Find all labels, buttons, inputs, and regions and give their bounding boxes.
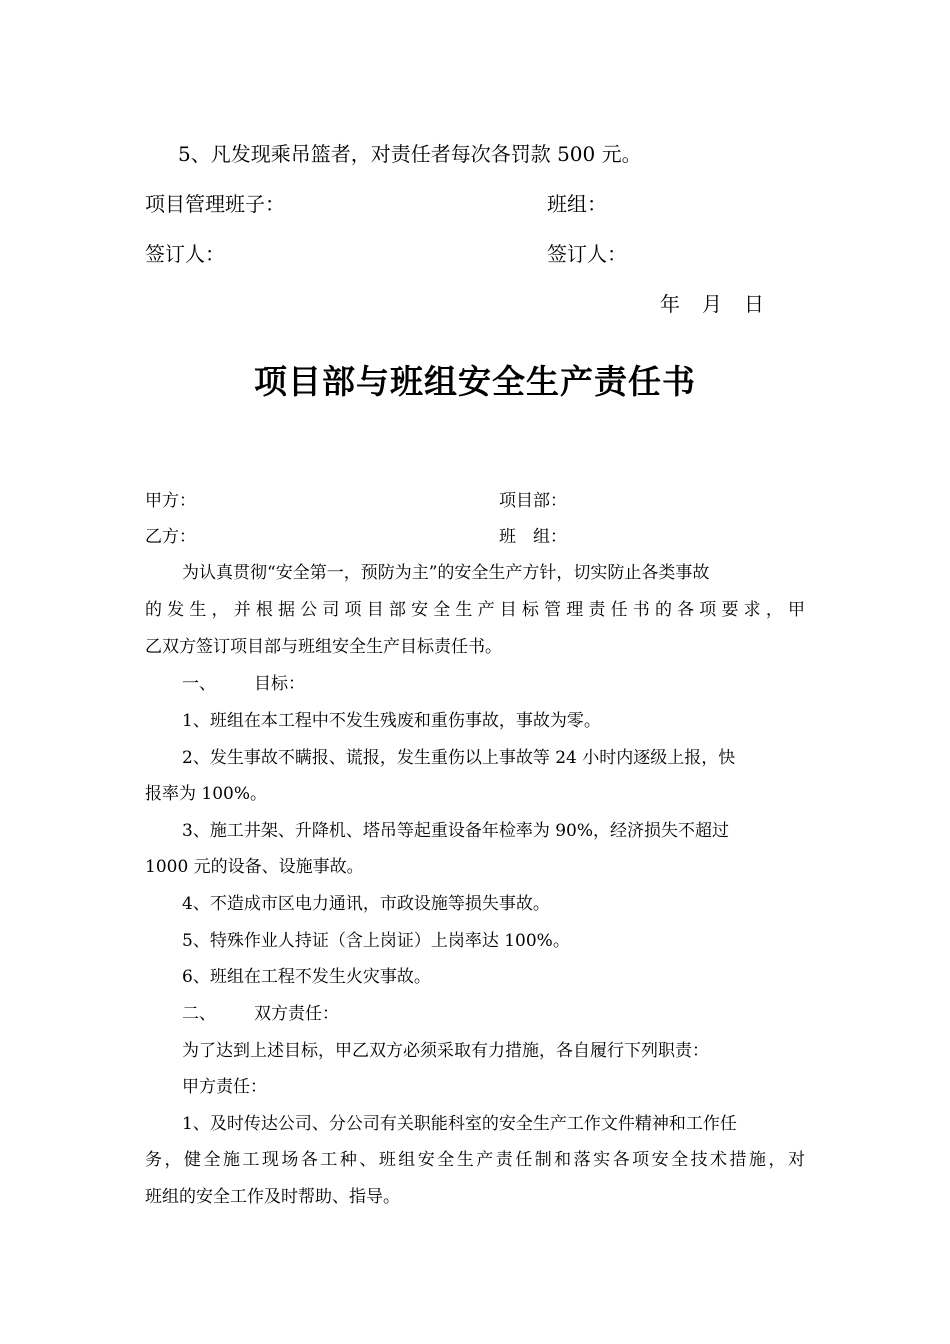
right-signer-label: 签订人： <box>547 242 627 266</box>
party-a-responsibilities-heading: 甲方责任： <box>182 1077 267 1097</box>
goal-item-3-line-2: 1000 元的设备、设施事故。 <box>145 857 364 877</box>
section-1-title: 目标： <box>254 674 305 694</box>
team-group-label: 班 组： <box>499 527 567 547</box>
date-year: 年 <box>660 292 680 316</box>
section-1-heading <box>182 669 305 694</box>
goal-item-1: 1、班组在本工程中不发生残废和重伤事故，事故为零。 <box>182 711 601 731</box>
goal-item-2-line-2: 报率为 100%。 <box>145 784 268 804</box>
section-2-number: 二、 <box>182 1004 216 1024</box>
project-dept-label: 项目部： <box>499 491 567 511</box>
date-day: 日 <box>744 292 764 316</box>
goal-item-2-line-1: 2、发生事故不瞒报、谎报，发生重伤以上事故等 24 小时内逐级上报，快 <box>182 748 736 768</box>
goal-item-4: 4、不造成市区电力通讯，市政设施等损失事故。 <box>182 894 550 914</box>
top-item-5: 5、凡发现乘吊篮者，对责任者每次各罚款 500 元。 <box>178 142 642 166</box>
goal-item-6: 6、班组在工程不发生火灾事故。 <box>182 967 431 987</box>
goal-item-3-line-1: 3、施工井架、升降机、塔吊等起重设备年检率为 90%，经济损失不超过 <box>182 821 730 841</box>
party-a-label: 甲方： <box>145 491 196 511</box>
team-label: 班组： <box>547 192 607 216</box>
goal-item-5: 5、特殊作业人持证（含上岗证）上岗率达 100%。 <box>182 931 570 951</box>
party-a-item-1-line-1: 1、及时传达公司、分公司有关职能科室的安全生产工作文件精神和工作任 <box>182 1114 737 1134</box>
intro-line-1: 为认真贯彻“安全第一，预防为主”的安全生产方针，切实防止各类事故 <box>182 563 710 583</box>
date-month: 月 <box>702 292 722 316</box>
left-signer-label: 签订人： <box>145 242 225 266</box>
document-title: 项目部与班组安全生产责任书 <box>254 362 696 401</box>
responsibilities-intro: 为了达到上述目标，甲乙双方必须采取有力措施，各自履行下列职责： <box>182 1041 709 1061</box>
party-a-item-1-line-2: 务，健全施工现场各工种、班组安全生产责任制和落实各项安全技术措施，对 <box>145 1150 805 1170</box>
project-team-label: 项目管理班子： <box>145 192 285 216</box>
section-2-title: 双方责任： <box>254 1004 339 1024</box>
intro-line-3: 乙双方签订项目部与班组安全生产目标责任书。 <box>145 637 502 657</box>
date-line <box>660 288 764 317</box>
party-a-item-1-line-3: 班组的安全工作及时帮助、指导。 <box>145 1187 400 1207</box>
section-1-number: 一、 <box>182 674 216 694</box>
party-b-label: 乙方： <box>145 527 196 547</box>
section-2-heading <box>182 999 339 1024</box>
intro-line-2: 的发生，并根据公司项目部安全生产目标管理责任书的各项要求，甲 <box>145 600 805 620</box>
